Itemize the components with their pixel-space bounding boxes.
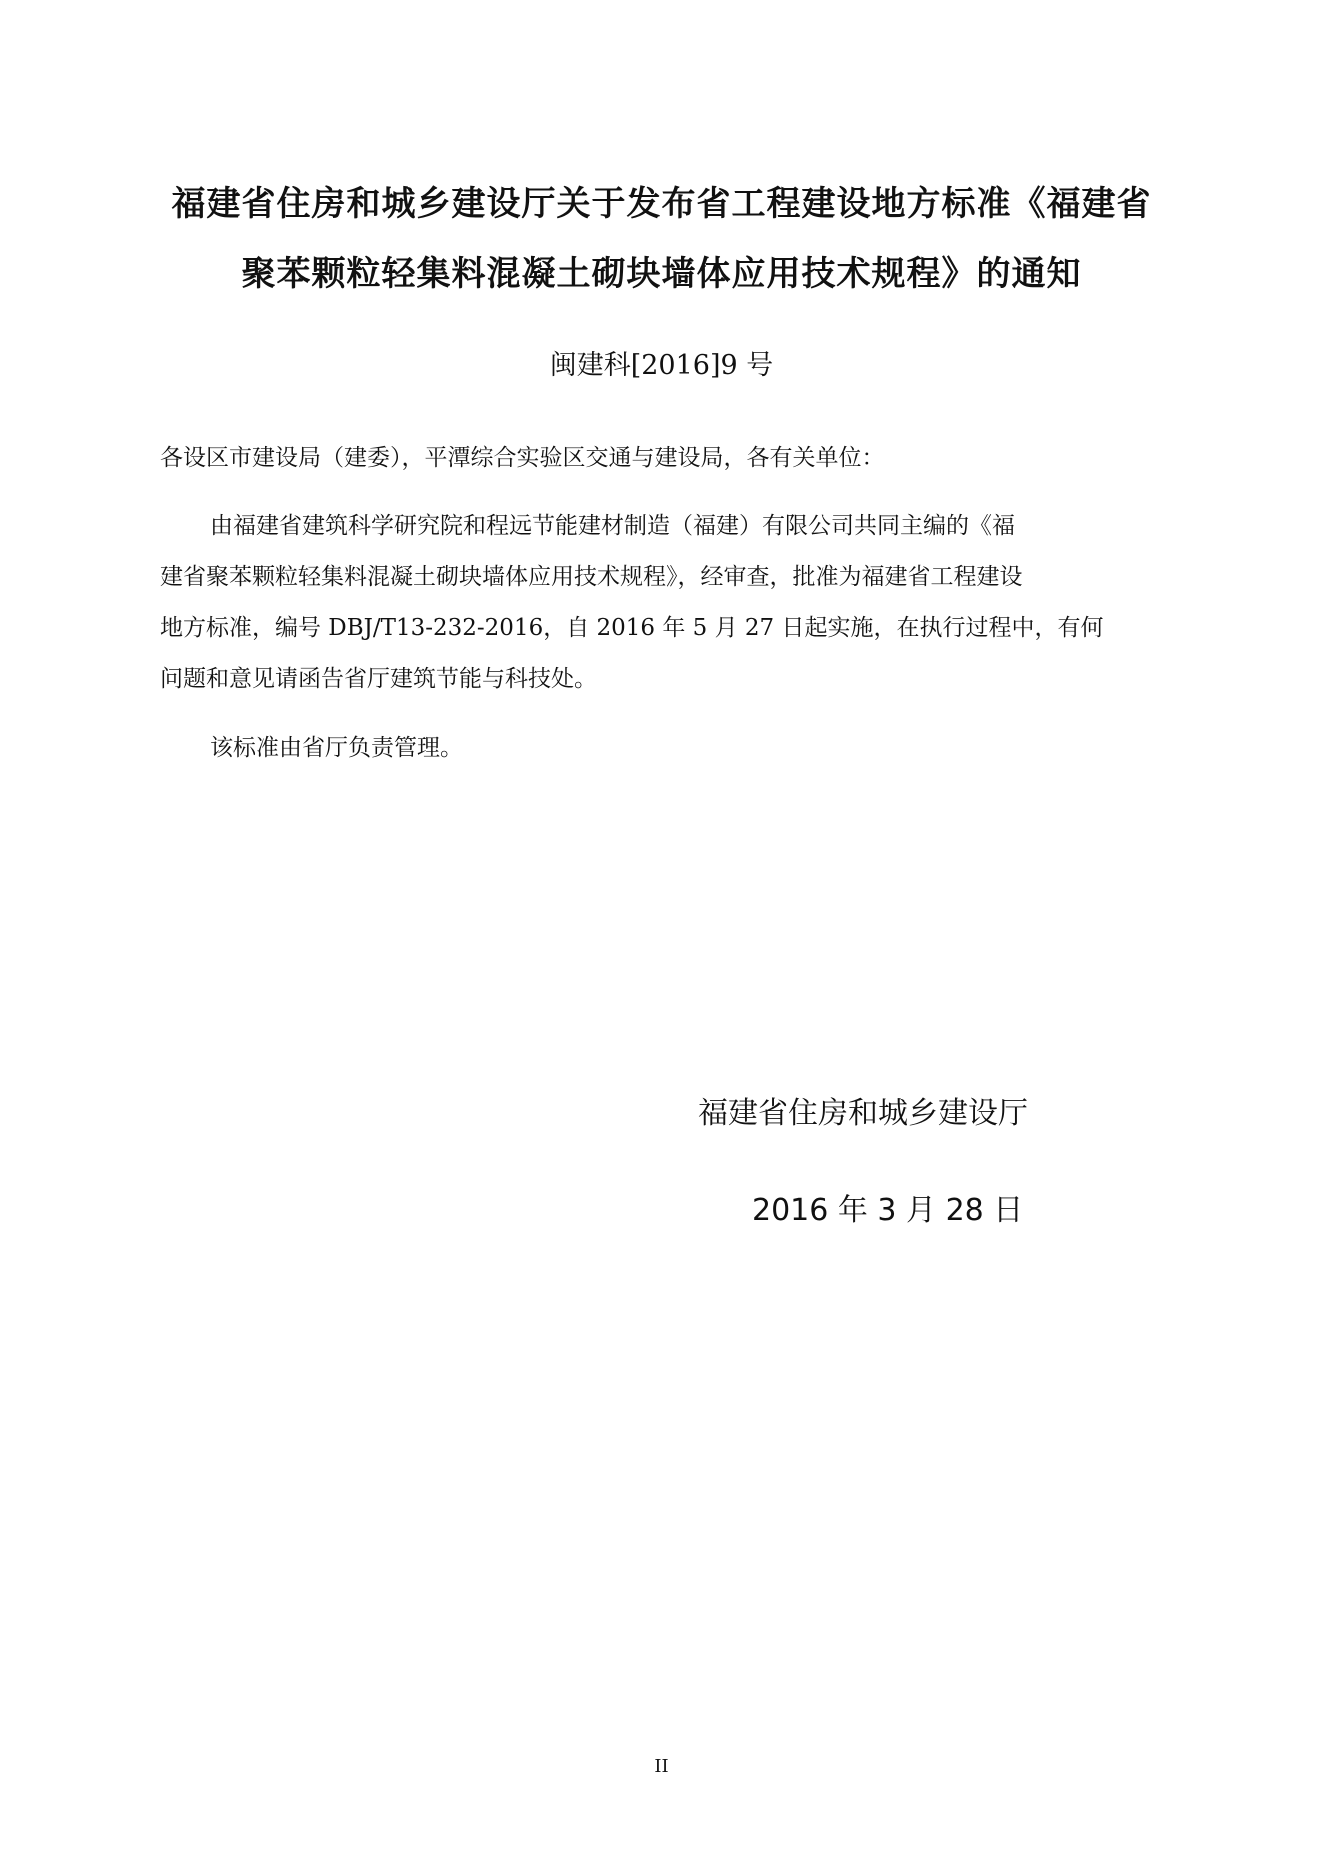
document-number: 闽建科[2016]9 号 bbox=[549, 350, 774, 381]
body-paragraph-line: 问题和意见请函告省厅建筑节能与科技处。 bbox=[160, 666, 597, 692]
management-note: 该标准由省厅负责管理。 bbox=[210, 735, 463, 761]
issuing-authority: 福建省住房和城乡建设厅 bbox=[698, 1096, 1028, 1131]
body-paragraph-line: 建省聚苯颗粒轻集料混凝土砌块墙体应用技术规程》，经审查，批准为福建省工程建设 bbox=[160, 564, 1023, 590]
body-paragraph-line: 地方标准，编号 DBJ/T13-232-2016，自 2016 年 5 月 27 日起实施，在执行过程中，有何 bbox=[160, 615, 1104, 641]
issue-date: 2016 年 3 月 28 日 bbox=[752, 1193, 1024, 1228]
salutation: 各设区市建设局（建委），平潭综合实验区交通与建设局，各有关单位： bbox=[160, 445, 885, 471]
page-number: II bbox=[654, 1756, 669, 1777]
body-paragraph-line: 由福建省建筑科学研究院和程远节能建材制造（福建）有限公司共同主编的《福 bbox=[210, 513, 1015, 539]
document-title-line-2: 聚苯颗粒轻集料混凝土砌块墙体应用技术规程》的通知 bbox=[241, 254, 1082, 294]
document-title-line-1: 福建省住房和城乡建设厅关于发布省工程建设地方标准《福建省 bbox=[171, 184, 1152, 224]
